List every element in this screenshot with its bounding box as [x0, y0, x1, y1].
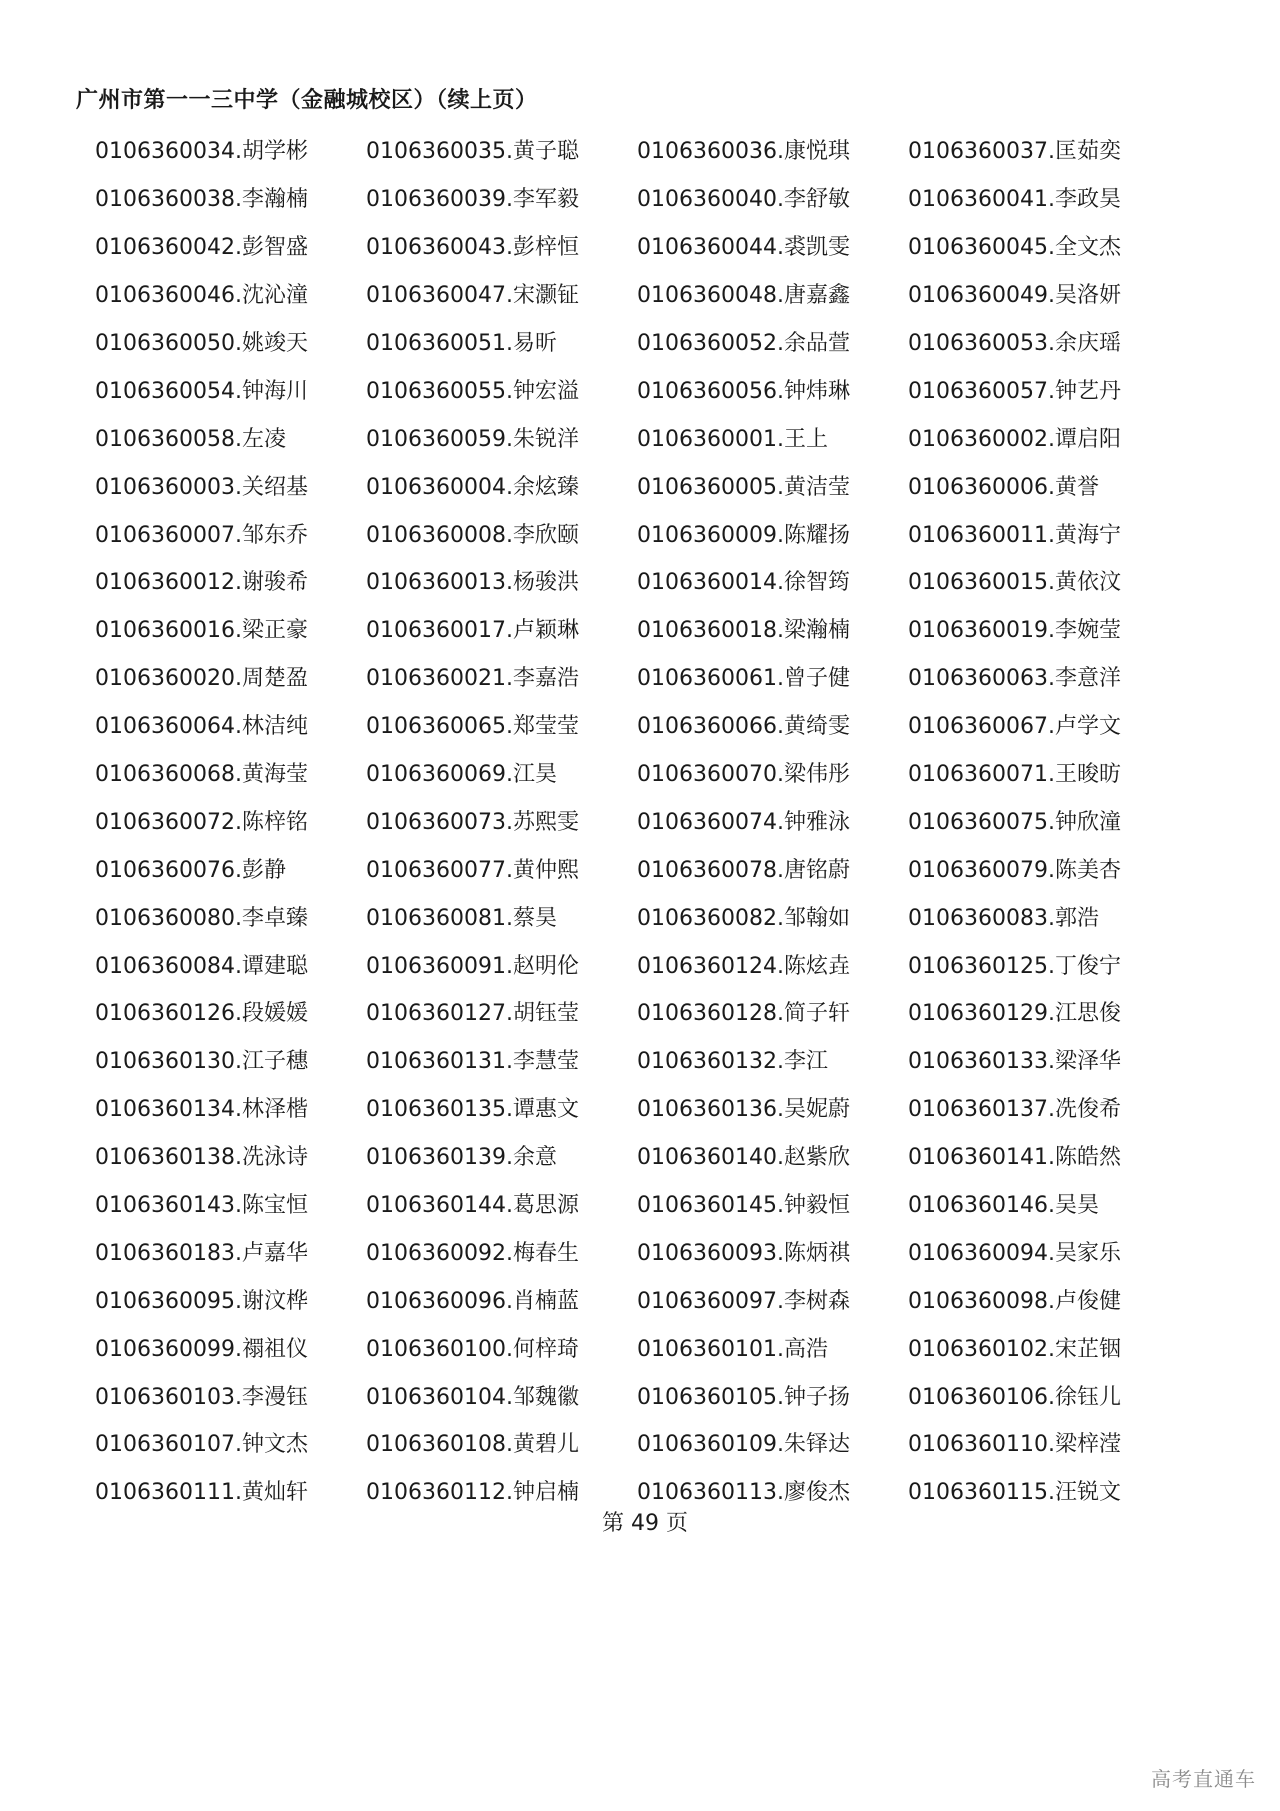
student-entry: 0106360066.黄绮雯: [637, 714, 850, 740]
student-entry: 0106360011.黄海宁: [908, 522, 1121, 548]
roster-row: [95, 318, 1180, 366]
student-entry: 0106360124.陈炫垚: [637, 953, 850, 979]
roster-row: [95, 749, 1180, 797]
student-entry: 0106360016.梁正豪: [95, 618, 308, 644]
student-entry: 0106360133.梁泽华: [908, 1049, 1121, 1075]
student-entry: 0106360134.林泽楷: [95, 1097, 308, 1123]
student-entry: 0106360008.李欣颐: [366, 522, 579, 548]
roster-row: [95, 1227, 1180, 1275]
student-entry: 0106360099.禤祖仪: [95, 1336, 308, 1362]
student-entry: 0106360055.钟宏溢: [366, 378, 579, 404]
student-entry: 0106360053.余庆瑶: [908, 331, 1121, 356]
roster-row: [95, 1323, 1180, 1371]
student-entry: 0106360019.李婉莹: [908, 618, 1121, 644]
section-heading: 广州市第一一三中学（金融城校区）（续上页）: [76, 88, 538, 113]
roster-row: [95, 892, 1180, 940]
page-number: 第 49 页: [602, 1511, 688, 1536]
student-entry: 0106360129.江思俊: [908, 1001, 1121, 1027]
student-entry: 0106360136.吴妮蔚: [637, 1097, 850, 1123]
roster-row: [95, 1132, 1180, 1180]
student-entry: 0106360036.康悦琪: [637, 139, 850, 165]
student-entry: 0106360057.钟艺丹: [908, 378, 1121, 404]
student-entry: 0106360049.吴洛妍: [908, 283, 1121, 309]
student-entry: 0106360063.李意洋: [908, 666, 1121, 692]
student-entry: 0106360145.钟毅恒: [637, 1193, 850, 1219]
roster-row: [95, 701, 1180, 749]
student-entry: 0106360020.周楚盈: [95, 666, 308, 692]
student-entry: 0106360143.陈宝恒: [95, 1193, 308, 1219]
roster-row: [95, 844, 1180, 892]
student-entry: 0106360054.钟海川: [95, 378, 308, 404]
student-entry: 0106360045.全文杰: [908, 235, 1121, 261]
student-entry: 0106360131.李慧莹: [366, 1049, 579, 1075]
student-entry: 0106360098.卢俊健: [908, 1288, 1121, 1314]
student-entry: 0106360103.李漫钰: [95, 1384, 308, 1410]
student-entry: 0106360034.胡学彬: [95, 139, 308, 165]
student-entry: 0106360009.陈耀扬: [637, 522, 850, 548]
student-entry: 0106360095.谢汶桦: [95, 1288, 308, 1314]
student-entry: 0106360115.汪锐文: [908, 1480, 1121, 1506]
student-entry: 0106360067.卢学文: [908, 714, 1121, 740]
student-entry: 0106360050.姚竣天: [95, 331, 308, 356]
roster-row: [95, 222, 1180, 270]
roster-row: [95, 365, 1180, 413]
student-entry: 0106360083.郭浩: [908, 905, 1099, 931]
student-entry: 0106360113.廖俊杰: [637, 1480, 850, 1506]
student-entry: 0106360039.李军毅: [366, 187, 579, 213]
student-entry: 0106360013.杨骏洪: [366, 570, 579, 596]
student-entry: 0106360044.裘凯雯: [637, 235, 850, 261]
student-entry: 0106360037.匡茹奕: [908, 139, 1121, 165]
student-entry: 0106360183.卢嘉华: [95, 1240, 308, 1266]
student-entry: 0106360104.邹魏徽: [366, 1384, 579, 1410]
student-entry: 0106360137.冼俊希: [908, 1097, 1121, 1123]
student-entry: 0106360140.赵紫欣: [637, 1145, 850, 1171]
student-entry: 0106360056.钟炜琳: [637, 378, 850, 404]
student-entry: 0106360146.吴昊: [908, 1193, 1099, 1219]
student-entry: 0106360042.彭智盛: [95, 235, 308, 261]
student-entry: 0106360101.高浩: [637, 1336, 828, 1362]
student-entry: 0106360021.李嘉浩: [366, 666, 579, 692]
student-entry: 0106360035.黄子聪: [366, 139, 579, 165]
student-entry: 0106360048.唐嘉鑫: [637, 283, 850, 309]
student-entry: 0106360111.黄灿轩: [95, 1480, 308, 1506]
student-entry: 0106360007.邹东乔: [95, 522, 308, 548]
student-entry: 0106360001.王上: [637, 426, 828, 452]
student-entry: 0106360052.余品萱: [637, 331, 850, 356]
student-entry: 0106360046.沈沁潼: [95, 283, 308, 309]
roster-row: [95, 1180, 1180, 1228]
student-entry: 0106360138.冼泳诗: [95, 1145, 308, 1171]
student-entry: 0106360017.卢颖琳: [366, 618, 579, 644]
student-entry: 0106360110.梁梓滢: [908, 1432, 1121, 1458]
roster-row: [95, 796, 1180, 844]
student-entry: 0106360144.葛思源: [366, 1193, 579, 1219]
student-entry: 0106360097.李树森: [637, 1288, 850, 1314]
roster-row: [95, 940, 1180, 988]
student-entry: 0106360126.段媛媛: [95, 1001, 308, 1027]
student-entry: 0106360065.郑莹莹: [366, 714, 579, 740]
student-entry: 0106360077.黄仲熙: [366, 857, 579, 883]
student-entry: 0106360094.吴家乐: [908, 1240, 1121, 1266]
student-roster: [95, 126, 1180, 1515]
student-entry: 0106360071.王晙昉: [908, 762, 1121, 788]
student-entry: 0106360047.宋灏钲: [366, 283, 579, 309]
student-entry: 0106360130.江子穗: [95, 1049, 308, 1075]
roster-row: [95, 413, 1180, 461]
student-entry: 0106360006.黄誉: [908, 474, 1099, 500]
student-entry: 0106360096.肖楠蓝: [366, 1288, 579, 1314]
roster-row: [95, 509, 1180, 557]
roster-row: [95, 1275, 1180, 1323]
student-entry: 0106360002.谭启阳: [908, 426, 1121, 452]
student-entry: 0106360068.黄海莹: [95, 762, 308, 788]
student-entry: 0106360132.李江: [637, 1049, 828, 1075]
student-entry: 0106360100.何梓琦: [366, 1336, 579, 1362]
student-entry: 0106360093.陈炳祺: [637, 1240, 850, 1266]
student-entry: 0106360127.胡钰莹: [366, 1001, 579, 1027]
watermark: 高考直通车: [1151, 1767, 1256, 1791]
student-entry: 0106360043.彭梓恒: [366, 235, 579, 261]
roster-row: [95, 605, 1180, 653]
roster-row: [95, 1371, 1180, 1419]
roster-row: [95, 1036, 1180, 1084]
student-entry: 0106360014.徐智筠: [637, 570, 850, 596]
student-entry: 0106360081.蔡昊: [366, 905, 557, 931]
student-entry: 0106360064.林洁纯: [95, 714, 308, 740]
student-entry: 0106360141.陈皓然: [908, 1145, 1121, 1171]
roster-row: [95, 1084, 1180, 1132]
student-entry: 0106360108.黄碧儿: [366, 1432, 579, 1458]
student-entry: 0106360082.邹翰如: [637, 905, 850, 931]
roster-row: [95, 988, 1180, 1036]
student-entry: 0106360076.彭静: [95, 857, 286, 883]
student-entry: 0106360105.钟子扬: [637, 1384, 850, 1410]
student-entry: 0106360040.李舒敏: [637, 187, 850, 213]
student-entry: 0106360084.谭建聪: [95, 953, 308, 979]
student-entry: 0106360112.钟启楠: [366, 1480, 579, 1506]
student-entry: 0106360041.李政昊: [908, 187, 1121, 213]
roster-row: [95, 653, 1180, 701]
student-entry: 0106360074.钟雅泳: [637, 809, 850, 835]
roster-row: [95, 1419, 1180, 1467]
student-entry: 0106360139.余意: [366, 1145, 557, 1171]
student-entry: 0106360073.苏熙雯: [366, 809, 579, 835]
student-entry: 0106360012.谢骏希: [95, 570, 308, 596]
student-entry: 0106360078.唐铭蔚: [637, 857, 850, 883]
student-entry: 0106360004.余炫臻: [366, 474, 579, 500]
student-entry: 0106360070.梁伟彤: [637, 762, 850, 788]
student-entry: 0106360003.关绍基: [95, 474, 308, 500]
student-entry: 0106360038.李瀚楠: [95, 187, 308, 213]
student-entry: 0106360079.陈美杏: [908, 857, 1121, 883]
student-entry: 0106360061.曾子健: [637, 666, 850, 692]
student-entry: 0106360109.朱铎达: [637, 1432, 850, 1458]
student-entry: 0106360005.黄洁莹: [637, 474, 850, 500]
roster-row: [95, 174, 1180, 222]
student-entry: 0106360059.朱锐洋: [366, 426, 579, 452]
student-entry: 0106360051.易昕: [366, 331, 557, 356]
student-entry: 0106360125.丁俊宁: [908, 953, 1121, 979]
student-entry: 0106360091.赵明伦: [366, 953, 579, 979]
student-entry: 0106360106.徐钰儿: [908, 1384, 1121, 1410]
student-entry: 0106360102.宋芷铟: [908, 1336, 1121, 1362]
student-entry: 0106360018.梁瀚楠: [637, 618, 850, 644]
student-entry: 0106360072.陈梓铭: [95, 809, 308, 835]
student-entry: 0106360069.江昊: [366, 762, 557, 788]
student-entry: 0106360015.黄依汶: [908, 570, 1121, 596]
student-entry: 0106360128.简子轩: [637, 1001, 850, 1027]
student-entry: 0106360135.谭惠文: [366, 1097, 579, 1123]
roster-row: [95, 557, 1180, 605]
student-entry: 0106360107.钟文杰: [95, 1432, 308, 1458]
student-entry: 0106360080.李卓臻: [95, 905, 308, 931]
student-entry: 0106360075.钟欣潼: [908, 809, 1121, 835]
roster-row: [95, 270, 1180, 318]
roster-row: [95, 126, 1180, 174]
student-entry: 0106360058.左凌: [95, 426, 286, 452]
student-entry: 0106360092.梅春生: [366, 1240, 579, 1266]
roster-row: [95, 461, 1180, 509]
